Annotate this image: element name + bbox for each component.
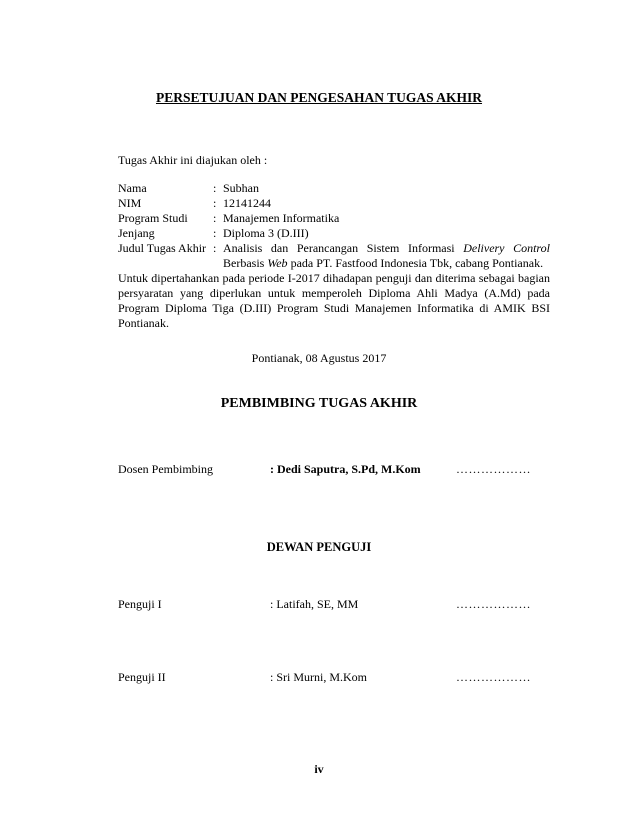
field-label: Nama xyxy=(118,181,147,195)
field-label: Jenjang xyxy=(118,226,155,240)
pembimbing-heading: PEMBIMBING TUGAS AKHIR xyxy=(220,396,418,411)
field-label: Judul Tugas Akhir xyxy=(118,241,207,255)
penguji2-name: : Sri Murni, M.Kom xyxy=(270,670,368,684)
signature-dots: ……………… xyxy=(456,670,531,684)
field-value: 12141244 xyxy=(223,196,271,210)
colon: : xyxy=(213,196,217,210)
penguji1-label: Penguji I xyxy=(118,597,162,611)
field-value: Diploma 3 (D.III) xyxy=(223,226,309,240)
colon: : xyxy=(213,226,217,240)
colon: : xyxy=(213,211,217,225)
field-value: Manajemen Informatika xyxy=(223,211,340,225)
place-date: Pontianak, 08 Agustus 2017 xyxy=(251,351,387,365)
colon: : xyxy=(213,241,217,255)
colon: : xyxy=(213,181,217,195)
dewan-heading: DEWAN PENGUJI xyxy=(266,540,372,554)
page-title: PERSETUJUAN DAN PENGESAHAN TUGAS AKHIR xyxy=(155,90,483,105)
penguji2-label: Penguji II xyxy=(118,670,166,684)
dosen-name: : Dedi Saputra, S.Pd, M.Kom xyxy=(270,462,421,476)
signature-dots: ……………… xyxy=(456,597,531,611)
field-label: Program Studi xyxy=(118,211,188,225)
field-value-judul: Analisis dan Perancangan Sistem Informasi Delivery Control Berbasis Web pada PT. Fastfood Indonesia Tbk, cabang Pontianak. xyxy=(223,241,550,270)
signature-dots: ……………… xyxy=(456,462,531,476)
page-number: iv xyxy=(314,762,324,776)
body-paragraph: Untuk dipertahankan pada periode I-2017 dihadapan penguji dan diterima sebagai bagian persyaratan yang diperlukan untuk memperoleh Diploma Ahli Madya (A.Md) pada Program Diploma Tiga (D.III) Program Studi Manajemen Informatika di AMIK BSI Pontianak. xyxy=(118,271,550,330)
dosen-label: Dosen Pembimbing xyxy=(118,462,213,476)
intro-text: Tugas Akhir ini diajukan oleh : xyxy=(118,153,268,167)
field-value: Subhan xyxy=(223,181,259,195)
field-label: NIM xyxy=(118,196,142,210)
penguji1-name: : Latifah, SE, MM xyxy=(270,597,359,611)
